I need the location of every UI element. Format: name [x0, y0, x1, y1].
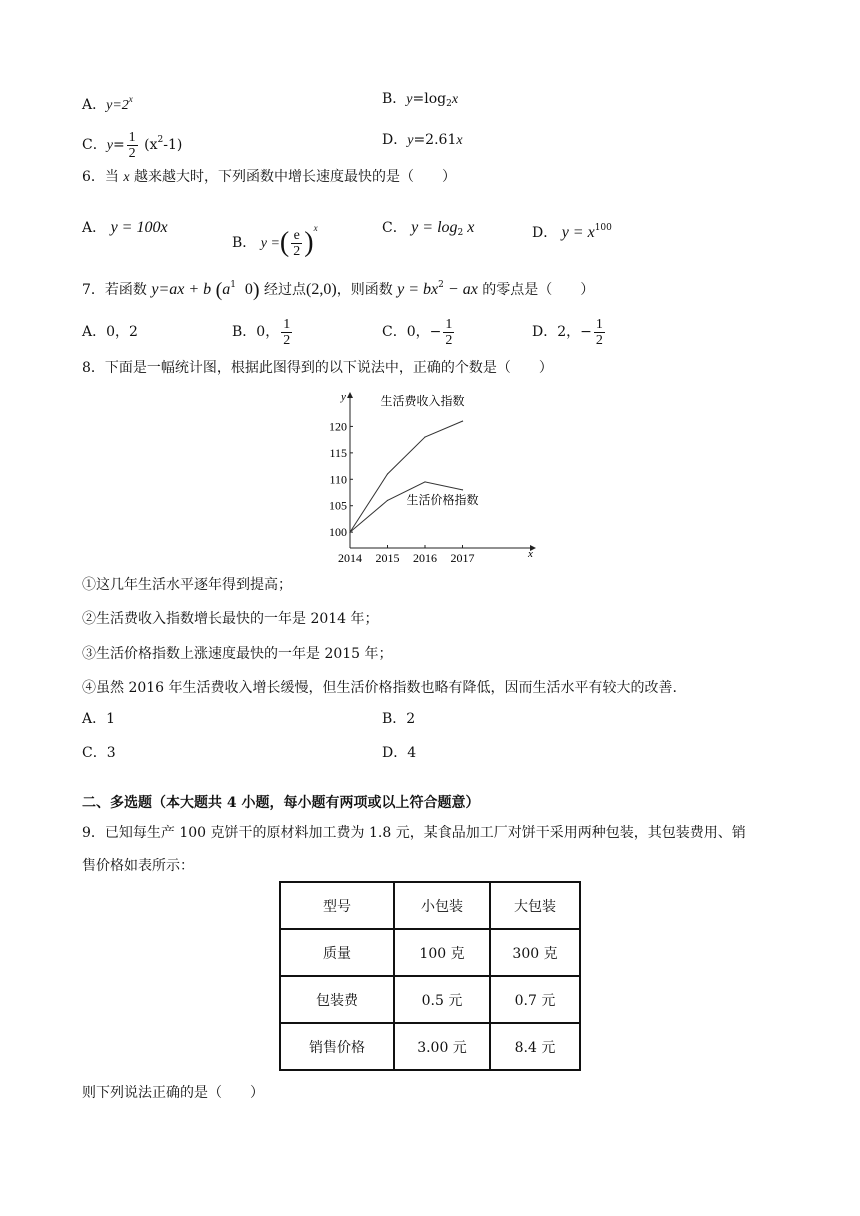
table-cell: 销售价格	[280, 1023, 394, 1070]
q9-stem-line2: 售价格如表所示：	[82, 858, 194, 874]
table-row	[280, 976, 580, 1023]
q8-option-b: B．2	[382, 711, 416, 727]
q6-option-a: A． y = 100x	[82, 219, 168, 236]
q6-option-c: C． $y = \log_2 x$	[382, 219, 475, 238]
x-tick-label: 2015	[375, 551, 400, 565]
series-point	[424, 481, 425, 482]
table-header-cell: 小包装	[394, 882, 490, 929]
q7-stem: 7．若函数 y=ax + b ($a^1$ 0) 经过点(2,0)，则函数 $y = bx^2$ − ax 的零点是（ ）	[82, 279, 595, 301]
x-tick-label: 2017	[450, 551, 475, 565]
y-axis-arrow	[347, 392, 353, 398]
q5-option-a: A．$y=2^x$	[82, 94, 133, 113]
table-row	[280, 1023, 580, 1070]
y-tick-label: 110	[329, 472, 347, 487]
q6-option-d: D． $y = x^{100}$	[532, 223, 612, 241]
q8-option-d: D．4	[382, 745, 417, 761]
q6-option-b: B． y =( $\frac{e}{2}$ )$^x$	[232, 223, 318, 259]
series-point	[387, 473, 388, 474]
packaging-table	[279, 881, 581, 1071]
q8-option-c: C．3	[82, 745, 116, 761]
q8-statement-2: ②生活费收入指数增长最快的一年是 2014 年；	[82, 611, 379, 627]
q7-option-b: B．0， $\frac{1}{2}$	[232, 316, 291, 348]
q7-option-c: C．0，− $\frac{1}{2}$	[382, 316, 453, 348]
q5-option-c: C．y= $\frac{1}{2}$ $(x^2-1)$	[82, 129, 183, 161]
q8-statement-3: ③生活价格指数上涨速度最快的一年是 2015 年；	[82, 646, 393, 662]
series-point	[349, 532, 350, 533]
statistics-line-chart	[320, 388, 550, 566]
q6-stem: 6．当 x 越来越大时，下列函数中增长速度最快的是（ ）	[82, 169, 457, 185]
x-tick-label: 2016	[413, 551, 437, 565]
q5-option-d: D．y=2.61x	[382, 132, 463, 148]
q8-statement-1: ①这几年生活水平逐年得到提高；	[82, 577, 292, 593]
q9-prompt: 则下列说法正确的是（ ）	[82, 1085, 264, 1101]
y-tick-label: 100	[329, 525, 347, 540]
series-point	[462, 489, 463, 490]
table-cell: 300 克	[490, 929, 580, 976]
series-line	[350, 482, 463, 532]
q8-statement-4: ④虽然 2016 年生活费收入增长缓慢，但生活价格指数也略有降低，因而生活水平有较大的改善.	[82, 680, 677, 696]
section-heading: 二、多选题（本大题共 4 小题，每小题有两项或以上符合题意）	[82, 795, 480, 811]
y-tick-label: 120	[329, 419, 347, 434]
q7-option-a: A．0，2	[82, 324, 138, 340]
x-axis-label: x	[528, 548, 533, 560]
table-cell: 包装费	[280, 976, 394, 1023]
q7-option-d: D．2，− $\frac{1}{2}$	[532, 316, 603, 348]
table-cell: 0.5 元	[394, 976, 490, 1023]
q9-stem-line1: 9．已知每生产 100 克饼干的原材料加工费为 1.8 元，某食品加工厂对饼干采用两种包装，其包装费用、销	[82, 825, 746, 841]
series-label: 生活价格指数	[406, 492, 479, 507]
table-cell: 质量	[280, 929, 394, 976]
series-line	[350, 421, 463, 532]
table-header-row	[280, 882, 580, 929]
y-tick-label: 115	[329, 445, 347, 460]
table-cell: 0.7 元	[490, 976, 580, 1023]
q8-stem: 8．下面是一幅统计图，根据此图得到的以下说法中，正确的个数是（ ）	[82, 360, 553, 376]
y-tick-label: 105	[329, 498, 347, 513]
table-row	[280, 929, 580, 976]
x-tick-label: 2014	[338, 551, 362, 565]
series-label: 生活费收入指数	[380, 394, 465, 409]
table-header-cell: 型号	[280, 882, 394, 929]
q5-option-b: B．$y=\log_2x$	[382, 91, 459, 109]
q8-option-a: A．1	[82, 711, 116, 727]
series-point	[387, 500, 388, 501]
table-cell: 3.00 元	[394, 1023, 490, 1070]
y-axis-label: y	[341, 391, 346, 403]
series-point	[462, 421, 463, 422]
table-cell: 100 克	[394, 929, 490, 976]
table-header-cell: 大包装	[490, 882, 580, 929]
table-cell: 8.4 元	[490, 1023, 580, 1070]
series-point	[424, 436, 425, 437]
